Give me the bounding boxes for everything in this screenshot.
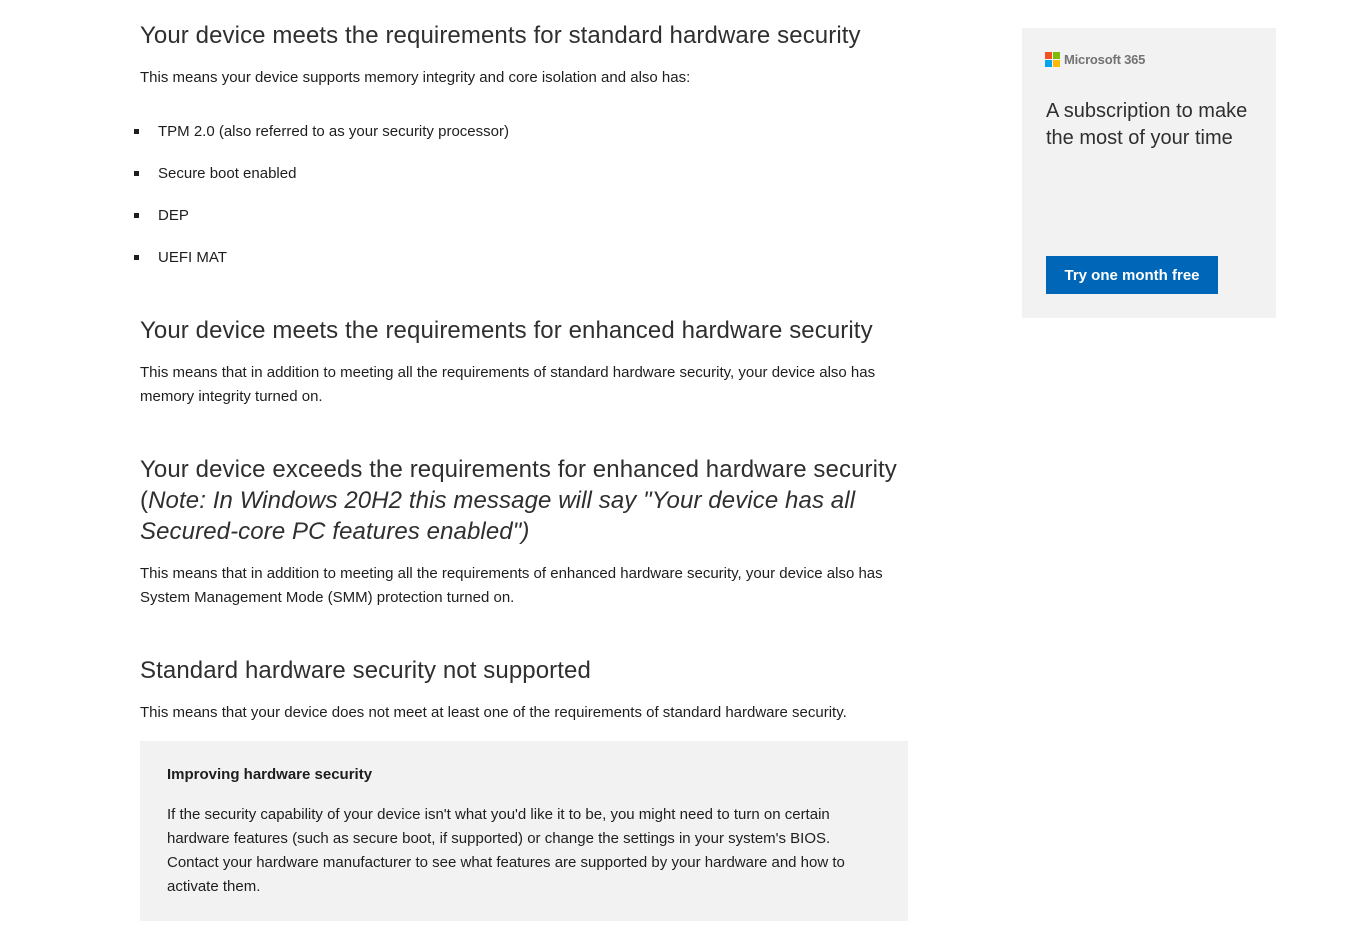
promo-brand: Microsoft 365 xyxy=(1064,52,1146,67)
section-heading-exceeds xyxy=(140,454,915,547)
list-item xyxy=(140,246,509,288)
list-item-text: DEP xyxy=(158,207,189,224)
bullet-icon xyxy=(134,255,139,260)
section-body-exceeds: This means that in addition to meeting all the requirements of enhanced hardware security, your device also has System Management Mode (SMM) protection turned on. xyxy=(140,565,883,606)
list-item-text: UEFI MAT xyxy=(158,249,227,266)
section-heading-not-supported: Standard hardware security not supported xyxy=(140,657,591,684)
section-body-standard: This means your device supports memory integrity and core isolation and also has: xyxy=(140,69,691,86)
list-item xyxy=(140,204,509,246)
try-one-month-free-button[interactable]: Try one month free xyxy=(1046,256,1218,294)
microsoft-365-promo xyxy=(1022,28,1276,318)
microsoft-logo-icon xyxy=(1045,52,1060,67)
section-heading-enhanced: Your device meets the requirements for enhanced hardware security xyxy=(140,317,873,344)
section-heading-standard: Your device meets the requirements for standard hardware security xyxy=(140,22,861,49)
promo-logo xyxy=(1045,52,1145,67)
section-body-enhanced: This means that in addition to meeting all the requirements of standard hardware security, your device also has memory integrity turned on. xyxy=(140,364,876,405)
section-heading-note: Note: In Windows 20H2 this message will say "Your device has all Secured-core PC features enabled") xyxy=(140,487,856,545)
section-body-not-supported: This means that your device does not meet at least one of the requirements of standard hardware security. xyxy=(140,704,847,721)
bullet-icon xyxy=(134,213,139,218)
bullet-icon xyxy=(134,129,139,134)
list-item-text: Secure boot enabled xyxy=(158,165,297,182)
requirements-list xyxy=(140,120,509,288)
improving-security-callout xyxy=(140,741,908,921)
list-item xyxy=(140,162,509,204)
section-heading-exceeds-text: Your device exceeds the requirements for enhanced hardware security ( xyxy=(140,456,897,514)
promo-headline: A subscription to make the most of your time xyxy=(1046,100,1248,149)
list-item-text: TPM 2.0 (also referred to as your security processor) xyxy=(158,123,509,140)
bullet-icon xyxy=(134,171,139,176)
callout-body: If the security capability of your device isn't what you'd like it to be, you might need to turn on certain hardware features (such as secure boot, if supported) or change the settings in your system's BIOS. Contact your hardware manufacturer to see what features are supported by your hardware and how to activate them. xyxy=(167,806,845,895)
callout-title: Improving hardware security xyxy=(167,766,373,783)
list-item xyxy=(140,120,509,162)
